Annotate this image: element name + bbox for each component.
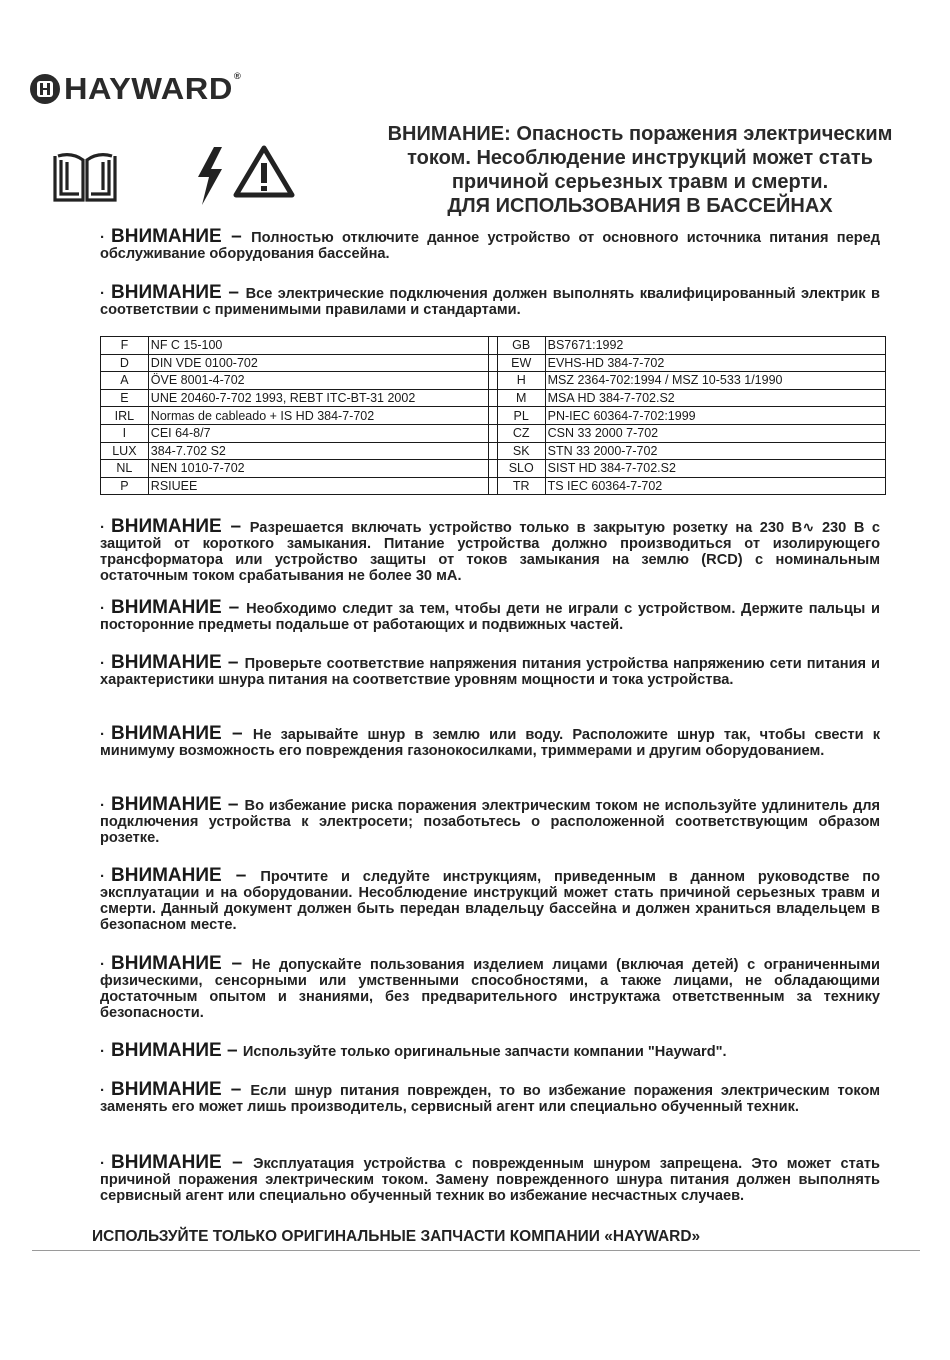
read-manual-icon	[52, 150, 118, 204]
column-gap	[488, 460, 497, 478]
column-gap	[488, 389, 497, 407]
header-line: ДЛЯ ИСПОЛЬЗОВАНИЯ В БАССЕЙНАХ	[447, 195, 833, 217]
column-gap	[488, 407, 497, 425]
column-gap	[488, 424, 497, 442]
standards-row	[101, 477, 886, 495]
standards-row	[101, 337, 886, 355]
country-code: P	[101, 477, 149, 495]
country-code: SLO	[497, 460, 545, 478]
warning-paragraph: · ВНИМАНИЕ – Необходимо следит за тем, чтобы дети не играли с устройством. Держите пальцы и посторонние предметы подальше от работающих и подвижных частей.	[100, 597, 880, 633]
standard-name: 384-7.702 S2	[148, 442, 488, 460]
warning-paragraph: · ВНИМАНИЕ – Проверьте соответствие напряжения питания устройства напряжению сети питания и характеристики шнура питания на соответствие уровням мощности и тока устройства.	[100, 652, 880, 688]
warning-paragraph: · ВНИМАНИЕ – Прочтите и следуйте инструкциям, приведенным в данном руководстве по эксплуатации и на оборудовании. Несоблюдение инструкций может стать причиной серьезных травм и смерти. Данный документ должен быть передан владельцу бассейна и должен храниться владельцем в безопасном месте.	[100, 865, 880, 933]
column-gap	[488, 354, 497, 372]
standards-row	[101, 460, 886, 478]
standard-name: NEN 1010-7-702	[148, 460, 488, 478]
warning-paragraph: · ВНИМАНИЕ – Используйте только оригинальные запчасти компании "Hayward".	[100, 1040, 727, 1061]
standard-name: BS7671:1992	[545, 337, 885, 355]
standards-table	[100, 336, 886, 495]
standard-name: NF C 15-100	[148, 337, 488, 355]
footer-notice: ИСПОЛЬЗУЙТЕ ТОЛЬКО ОРИГИНАЛЬНЫЕ ЗАПЧАСТИ КОМПАНИИ «HAYWARD»	[92, 1228, 701, 1245]
country-code: F	[101, 337, 149, 355]
country-code: PL	[497, 407, 545, 425]
standard-name: STN 33 2000-7-702	[545, 442, 885, 460]
hayward-h-icon	[30, 74, 60, 104]
standard-name: ÖVE 8001-4-702	[148, 372, 488, 390]
country-code: H	[497, 372, 545, 390]
header-line: током. Несоблюдение инструкций может стать	[407, 147, 873, 169]
country-code: LUX	[101, 442, 149, 460]
country-code: CZ	[497, 424, 545, 442]
warning-paragraph: · ВНИМАНИЕ – Если шнур питания поврежден, то во избежание поражения электрическим током заменять его может лишь производитель, сервисный агент или специально обученный техник.	[100, 1079, 881, 1115]
warning-paragraph: · ВНИМАНИЕ – Не допускайте пользования изделием лицами (включая детей) с ограниченными физическими, сенсорными или умственными способностями, а также лицами, не обладающими достаточным опытом и знаниями, без предварительного инструктажа ответственным за технику безопасности.	[100, 953, 880, 1021]
country-code: EW	[497, 354, 545, 372]
standards-row	[101, 354, 886, 372]
country-code: D	[101, 354, 149, 372]
standard-name: RSIUEE	[148, 477, 488, 495]
header-line: ВНИМАНИЕ: Опасность поражения электрическим	[387, 123, 893, 145]
standard-name: UNE 20460-7-702 1993, REBT ITC-BT-31 2002	[148, 389, 488, 407]
standards-row	[101, 442, 886, 460]
footer-divider	[32, 1250, 920, 1251]
column-gap	[488, 337, 497, 355]
warning-paragraph: · ВНИМАНИЕ – Эксплуатация устройства с поврежденным шнуром запрещена. Это может стать причиной поражения электрическим током. Замену поврежденного шнура питания должен выполнять сервисный агент или специально обученный техник во избежание несчастных случаев.	[100, 1152, 880, 1204]
warning-paragraph: · ВНИМАНИЕ – Полностью отключите данное устройство от основного источника питания перед обслуживание оборудования бассейна.	[100, 226, 880, 262]
standard-name: DIN VDE 0100-702	[148, 354, 488, 372]
standard-name: CSN 33 2000 7-702	[545, 424, 885, 442]
warning-paragraph: · ВНИМАНИЕ – Все электрические подключения должен выполнять квалифицированный электрик в соответствии с применимыми правилами и стандартами.	[100, 282, 880, 318]
electric-hazard-icon	[192, 143, 296, 209]
standard-name: CEI 64-8/7	[148, 424, 488, 442]
country-code: E	[101, 389, 149, 407]
country-code: TR	[497, 477, 545, 495]
country-code: A	[101, 372, 149, 390]
standards-row	[101, 389, 886, 407]
standard-name: MSA HD 384-7-702.S2	[545, 389, 885, 407]
country-code: M	[497, 389, 545, 407]
header-line: причиной серьезных травм и смерти.	[451, 171, 829, 193]
country-code: GB	[497, 337, 545, 355]
column-gap	[488, 442, 497, 460]
warning-paragraph: · ВНИМАНИЕ – Во избежание риска поражения электрическим током не используйте удлинитель для подключения устройства к электросети; позаботьтесь о расположенной соответствующим образом розетке.	[100, 794, 880, 846]
standard-name: TS IEC 60364-7-702	[545, 477, 885, 495]
standard-name: Normas de cableado + IS HD 384-7-702	[148, 407, 488, 425]
country-code: NL	[101, 460, 149, 478]
hayward-logo	[30, 71, 242, 106]
warning-paragraph: · ВНИМАНИЕ – Не зарывайте шнур в землю или воду. Расположите шнур так, чтобы свести к минимуму возможность его повреждения газонокосилками, триммерами и другим оборудованием.	[100, 723, 880, 759]
standard-name: MSZ 2364-702:1994 / MSZ 10-533 1/1990	[545, 372, 885, 390]
column-gap	[488, 477, 497, 495]
logo-text: HAYWARD®	[64, 71, 242, 106]
danger-header	[360, 122, 920, 218]
country-code: I	[101, 424, 149, 442]
standard-name: EVHS-HD 384-7-702	[545, 354, 885, 372]
country-code: SK	[497, 442, 545, 460]
standards-row	[101, 407, 886, 425]
standards-row	[101, 424, 886, 442]
warning-paragraph: · ВНИМАНИЕ – Разрешается включать устройство только в закрытую розетку на 230 В∿ 230 В с защитой от короткого замыкания. Питание устройства должно производиться от изолирующего трансформатора или устройство защиты от токов замыкания на землю (RCD) с номинальным остаточным током срабатывания не более 30 мА.	[100, 516, 880, 584]
column-gap	[488, 372, 497, 390]
standard-name: PN-IEC 60364-7-702:1999	[545, 407, 885, 425]
country-code: IRL	[101, 407, 149, 425]
standard-name: SIST HD 384-7-702.S2	[545, 460, 885, 478]
standards-row	[101, 372, 886, 390]
